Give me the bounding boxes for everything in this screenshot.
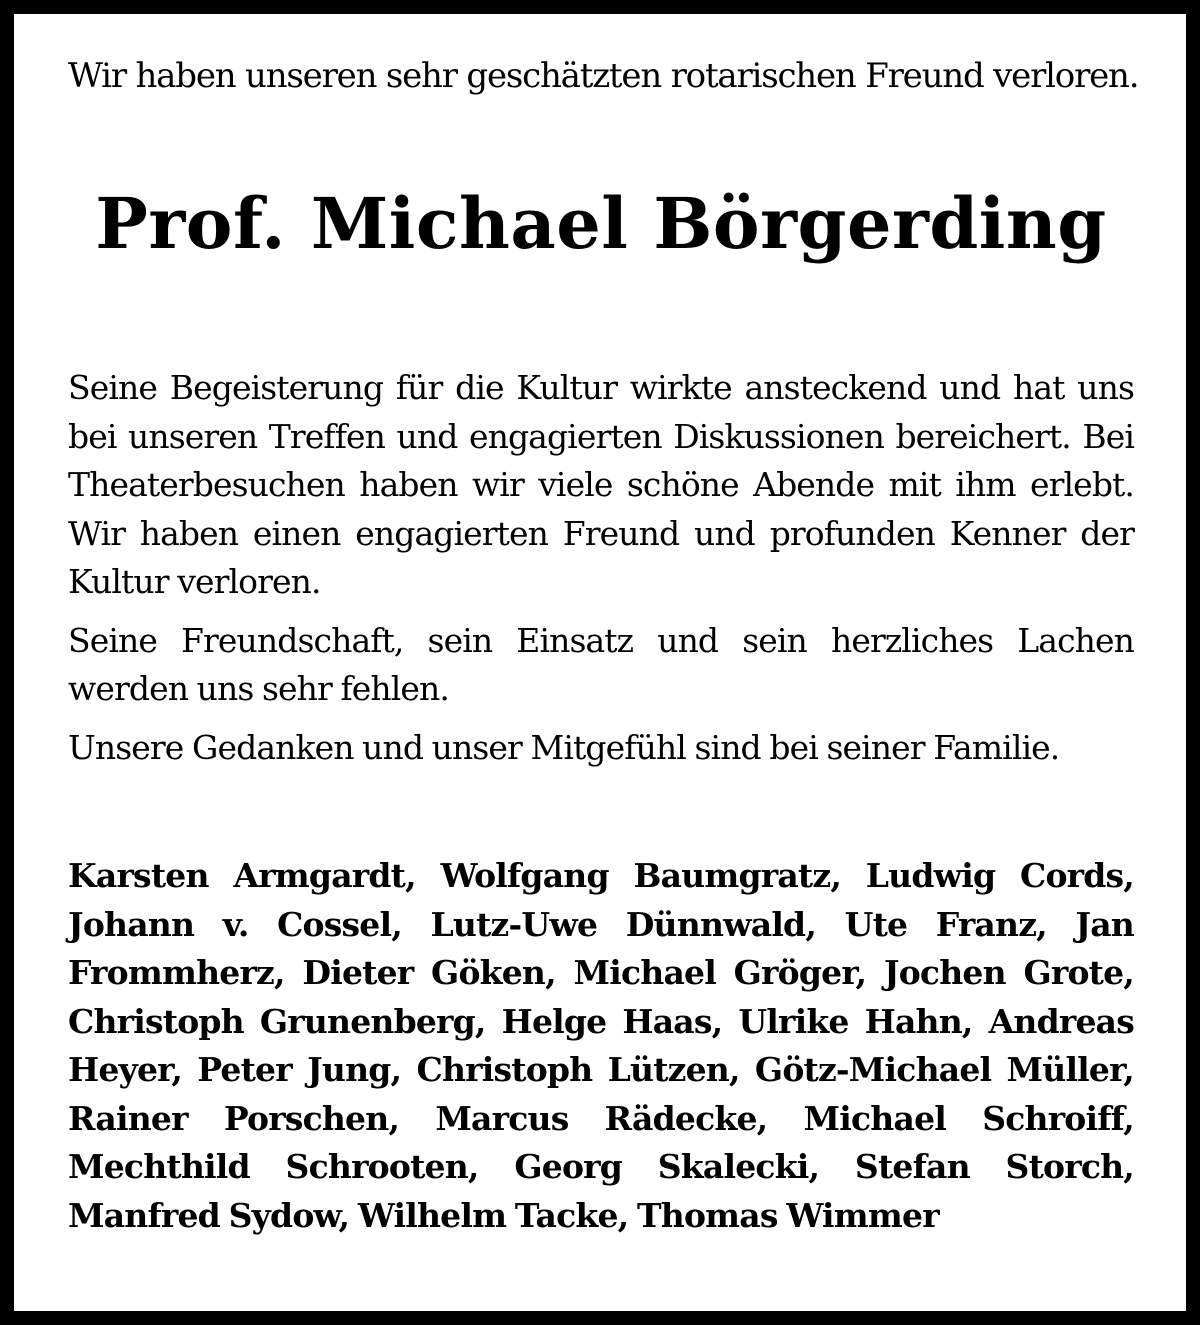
deceased-name: Prof. Michael Börgerding (95, 182, 1107, 265)
tribute-paragraph-1: Seine Begeisterung für die Kultur wirkte ansteckend und hat uns bei unseren Treffen und engagierten Diskussionen bereichert. Bei Theaterbesuchen haben wir viele schöne Abende mit ihm erlebt. Wir haben einen engagierten Freund und profunden Kenner der Kultur verloren. (68, 368, 1134, 601)
tribute-paragraph-3: Unsere Gedanken und unser Mitgefühl sind bei seiner Familie. (68, 727, 1060, 767)
tribute-paragraph-2: Seine Freundschaft, sein Einsatz und sein herzliches Lachen werden uns sehr fehlen. (68, 620, 1134, 708)
intro-line: Wir haben unseren sehr geschätzten rotarischen Freund verloren. (68, 56, 1139, 96)
tribute-text (68, 364, 1134, 782)
signers-list: Karsten Armgardt, Wolfgang Baumgratz, Ludwig Cords, Johann v. Cossel, Lutz-Uwe Dünnwald, Ute Franz, Jan Frommherz, Dieter Göken, Michael Gröger, Jochen Grote, Christoph Grunenberg, Helge Haas, Ulrike Hahn, Andreas Heyer, Peter Jung, Christoph Lützen, Götz-Michael Müller, Rainer Porschen, Marcus Rädecke, Michael Schroiff, Mechthild Schrooten, Georg Skalecki, Stefan Storch, Manfred Sydow, Wilhelm Tacke, Thomas Wimmer (68, 856, 1134, 1235)
obituary-notice (14, 14, 1186, 1311)
